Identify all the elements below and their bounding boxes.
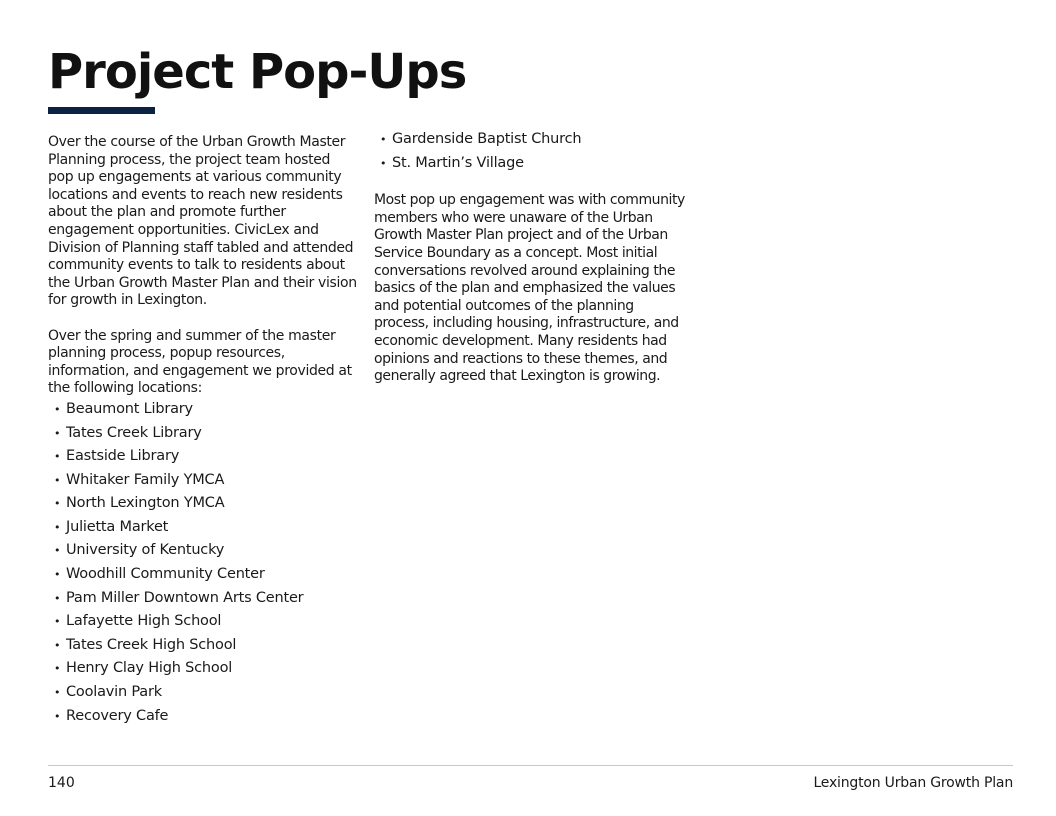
list-item xyxy=(48,634,358,658)
location-label: Gardenside Baptist Church xyxy=(392,131,582,147)
bullet-icon: • xyxy=(54,591,61,605)
location-label: Coolavin Park xyxy=(66,684,162,701)
location-label: University of Kentucky xyxy=(66,542,225,559)
summary-paragraph: Most pop up engagement was with community members who were unaware of the Urban Growth Master Plan project and of the Urban Service Boundary as a concept. Most initial conversations revolved around explaining the basics of the plan and emphasized the values and potential outcomes of the planning process, including housing, infrastructure, and economic development. Many residents had opinions and reactions to these themes, and generally agreed that Lexington is growing. xyxy=(374,192,685,385)
list-item xyxy=(48,563,358,587)
bullet-icon: • xyxy=(54,544,61,558)
list-item xyxy=(48,681,358,705)
location-label: St. Martin’s Village xyxy=(392,154,524,171)
locations-intro-paragraph: Over the spring and summer of the master planning process, popup resources, information, and engagement we provided at the following locations: xyxy=(48,327,352,397)
bullet-icon: • xyxy=(54,450,61,464)
page-number: 140 xyxy=(48,775,75,791)
list-item xyxy=(48,516,358,540)
intro-paragraph: Over the course of the Urban Growth Master Planning process, the project team hosted pop up engagements at various community locations and events to reach new residents about the plan and promote further engagement opportunities. CivicLex and Division of Planning staff tabled and attended community events to talk to residents about the Urban Growth Master Plan and their vision for growth in Lexington. xyxy=(48,134,357,309)
footer-divider xyxy=(48,765,1013,766)
bullet-icon: • xyxy=(54,709,61,723)
list-item xyxy=(48,445,358,469)
location-label: Beaumont Library xyxy=(66,400,193,417)
location-label: Recovery Cafe xyxy=(66,707,169,724)
bullet-icon: • xyxy=(54,402,61,416)
bullet-icon: • xyxy=(54,426,61,440)
page-title: Project Pop-Ups xyxy=(48,44,467,100)
location-label: Tates Creek Library xyxy=(66,424,202,441)
list-item xyxy=(374,128,686,152)
list-item xyxy=(48,422,358,446)
list-item xyxy=(48,587,358,611)
location-label: Tates Creek High School xyxy=(66,636,237,653)
location-label: Julietta Market xyxy=(66,518,169,535)
location-label: Lafayette High School xyxy=(66,613,222,630)
document-title: Lexington Urban Growth Plan xyxy=(813,775,1013,791)
list-item xyxy=(48,492,358,516)
bullet-icon: • xyxy=(54,662,61,676)
left-column xyxy=(48,134,358,728)
list-item xyxy=(48,539,358,563)
right-column xyxy=(374,128,686,386)
location-label: Pam Miller Downtown Arts Center xyxy=(66,589,304,606)
location-label: North Lexington YMCA xyxy=(66,495,225,512)
title-underline xyxy=(48,107,155,114)
bullet-icon: • xyxy=(54,686,61,700)
bullet-icon: • xyxy=(54,568,61,582)
location-label: Whitaker Family YMCA xyxy=(66,471,225,488)
bullet-icon: • xyxy=(54,497,61,511)
bullet-icon: • xyxy=(380,156,387,170)
location-label: Henry Clay High School xyxy=(66,660,233,677)
location-label: Woodhill Community Center xyxy=(66,566,265,583)
list-item xyxy=(48,469,358,493)
list-item xyxy=(48,657,358,681)
bullet-icon: • xyxy=(54,638,61,652)
bullet-icon: • xyxy=(54,520,61,534)
bullet-icon: • xyxy=(54,473,61,487)
list-item xyxy=(374,152,686,176)
locations-list-continued xyxy=(374,128,686,175)
bullet-icon: • xyxy=(380,133,387,146)
bullet-icon: • xyxy=(54,615,61,629)
list-item xyxy=(48,705,358,729)
location-label: Eastside Library xyxy=(66,448,180,465)
locations-list xyxy=(48,398,358,728)
list-item xyxy=(48,610,358,634)
list-item xyxy=(48,398,358,422)
